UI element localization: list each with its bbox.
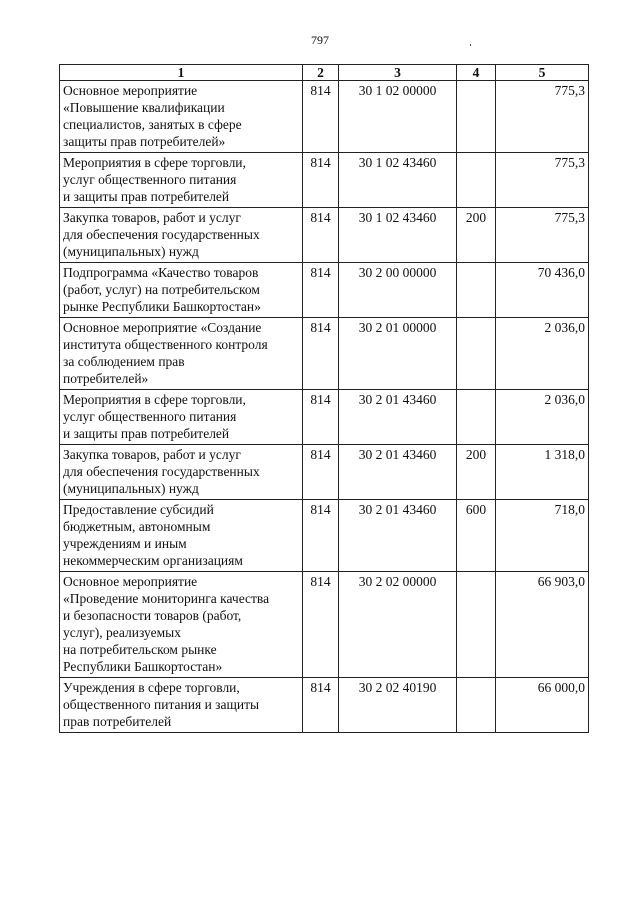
- row-grbs: 814: [303, 390, 339, 445]
- table-row: [60, 390, 589, 445]
- row-csr: 30 2 01 43460: [339, 390, 457, 445]
- row-csr: 30 2 02 40190: [339, 678, 457, 733]
- row-grbs: 814: [303, 572, 339, 678]
- row-vr: 600: [457, 500, 496, 572]
- row-vr: [457, 263, 496, 318]
- row-csr: 30 1 02 43460: [339, 208, 457, 263]
- row-amount: 2 036,0: [496, 390, 589, 445]
- row-name: Основное мероприятие «Создание института общественного контроля за соблюдением прав потребителей»: [60, 318, 303, 390]
- table-row: [60, 445, 589, 500]
- table-row: [60, 263, 589, 318]
- row-vr: 200: [457, 208, 496, 263]
- table-header-row: [60, 65, 589, 81]
- row-csr: 30 2 01 43460: [339, 445, 457, 500]
- table-row: [60, 678, 589, 733]
- table-row: [60, 81, 589, 153]
- row-amount: 718,0: [496, 500, 589, 572]
- table-row: [60, 208, 589, 263]
- row-csr: 30 2 02 00000: [339, 572, 457, 678]
- table-row: [60, 153, 589, 208]
- row-amount: 66 903,0: [496, 572, 589, 678]
- row-name: Закупка товаров, работ и услуг для обеспечения государственных (муниципальных) нужд: [60, 208, 303, 263]
- row-vr: [457, 153, 496, 208]
- row-vr: [457, 318, 496, 390]
- row-amount: 66 000,0: [496, 678, 589, 733]
- row-amount: 70 436,0: [496, 263, 589, 318]
- scan-speck: [470, 44, 471, 46]
- header-col-1: 1: [60, 65, 303, 81]
- row-name: Предоставление субсидий бюджетным, автономным учреждениям и иным некоммерческим организациям: [60, 500, 303, 572]
- row-name: Основное мероприятие «Проведение мониторинга качества и безопасности товаров (работ, услуг), реализуемых на потребительском рынке Республики Башкортостан»: [60, 572, 303, 678]
- row-csr: 30 1 02 43460: [339, 153, 457, 208]
- row-vr: [457, 81, 496, 153]
- row-amount: 775,3: [496, 208, 589, 263]
- row-grbs: 814: [303, 318, 339, 390]
- row-csr: 30 2 01 00000: [339, 318, 457, 390]
- row-grbs: 814: [303, 153, 339, 208]
- row-name: Основное мероприятие «Повышение квалификации специалистов, занятых в сфере защиты прав потребителей»: [60, 81, 303, 153]
- row-csr: 30 2 00 00000: [339, 263, 457, 318]
- row-name: Мероприятия в сфере торговли, услуг общественного питания и защиты прав потребителей: [60, 390, 303, 445]
- budget-table: [59, 64, 589, 733]
- row-name: Подпрограмма «Качество товаров (работ, услуг) на потребительском рынке Республики Башкортостан»: [60, 263, 303, 318]
- row-vr: 200: [457, 445, 496, 500]
- row-grbs: 814: [303, 500, 339, 572]
- row-grbs: 814: [303, 678, 339, 733]
- row-grbs: 814: [303, 445, 339, 500]
- row-amount: 775,3: [496, 81, 589, 153]
- row-vr: [457, 390, 496, 445]
- table-row: [60, 572, 589, 678]
- row-csr: 30 1 02 00000: [339, 81, 457, 153]
- row-name: Учреждения в сфере торговли, общественного питания и защиты прав потребителей: [60, 678, 303, 733]
- row-grbs: 814: [303, 208, 339, 263]
- table-row: [60, 500, 589, 572]
- row-vr: [457, 678, 496, 733]
- table-row: [60, 318, 589, 390]
- header-col-3: 3: [339, 65, 457, 81]
- row-amount: 775,3: [496, 153, 589, 208]
- header-col-4: 4: [457, 65, 496, 81]
- row-name: Мероприятия в сфере торговли, услуг общественного питания и защиты прав потребителей: [60, 153, 303, 208]
- page-number: 797: [311, 33, 329, 47]
- row-grbs: 814: [303, 81, 339, 153]
- row-amount: 2 036,0: [496, 318, 589, 390]
- row-amount: 1 318,0: [496, 445, 589, 500]
- row-vr: [457, 572, 496, 678]
- row-grbs: 814: [303, 263, 339, 318]
- header-col-5: 5: [496, 65, 589, 81]
- row-name: Закупка товаров, работ и услуг для обеспечения государственных (муниципальных) нужд: [60, 445, 303, 500]
- row-csr: 30 2 01 43460: [339, 500, 457, 572]
- header-col-2: 2: [303, 65, 339, 81]
